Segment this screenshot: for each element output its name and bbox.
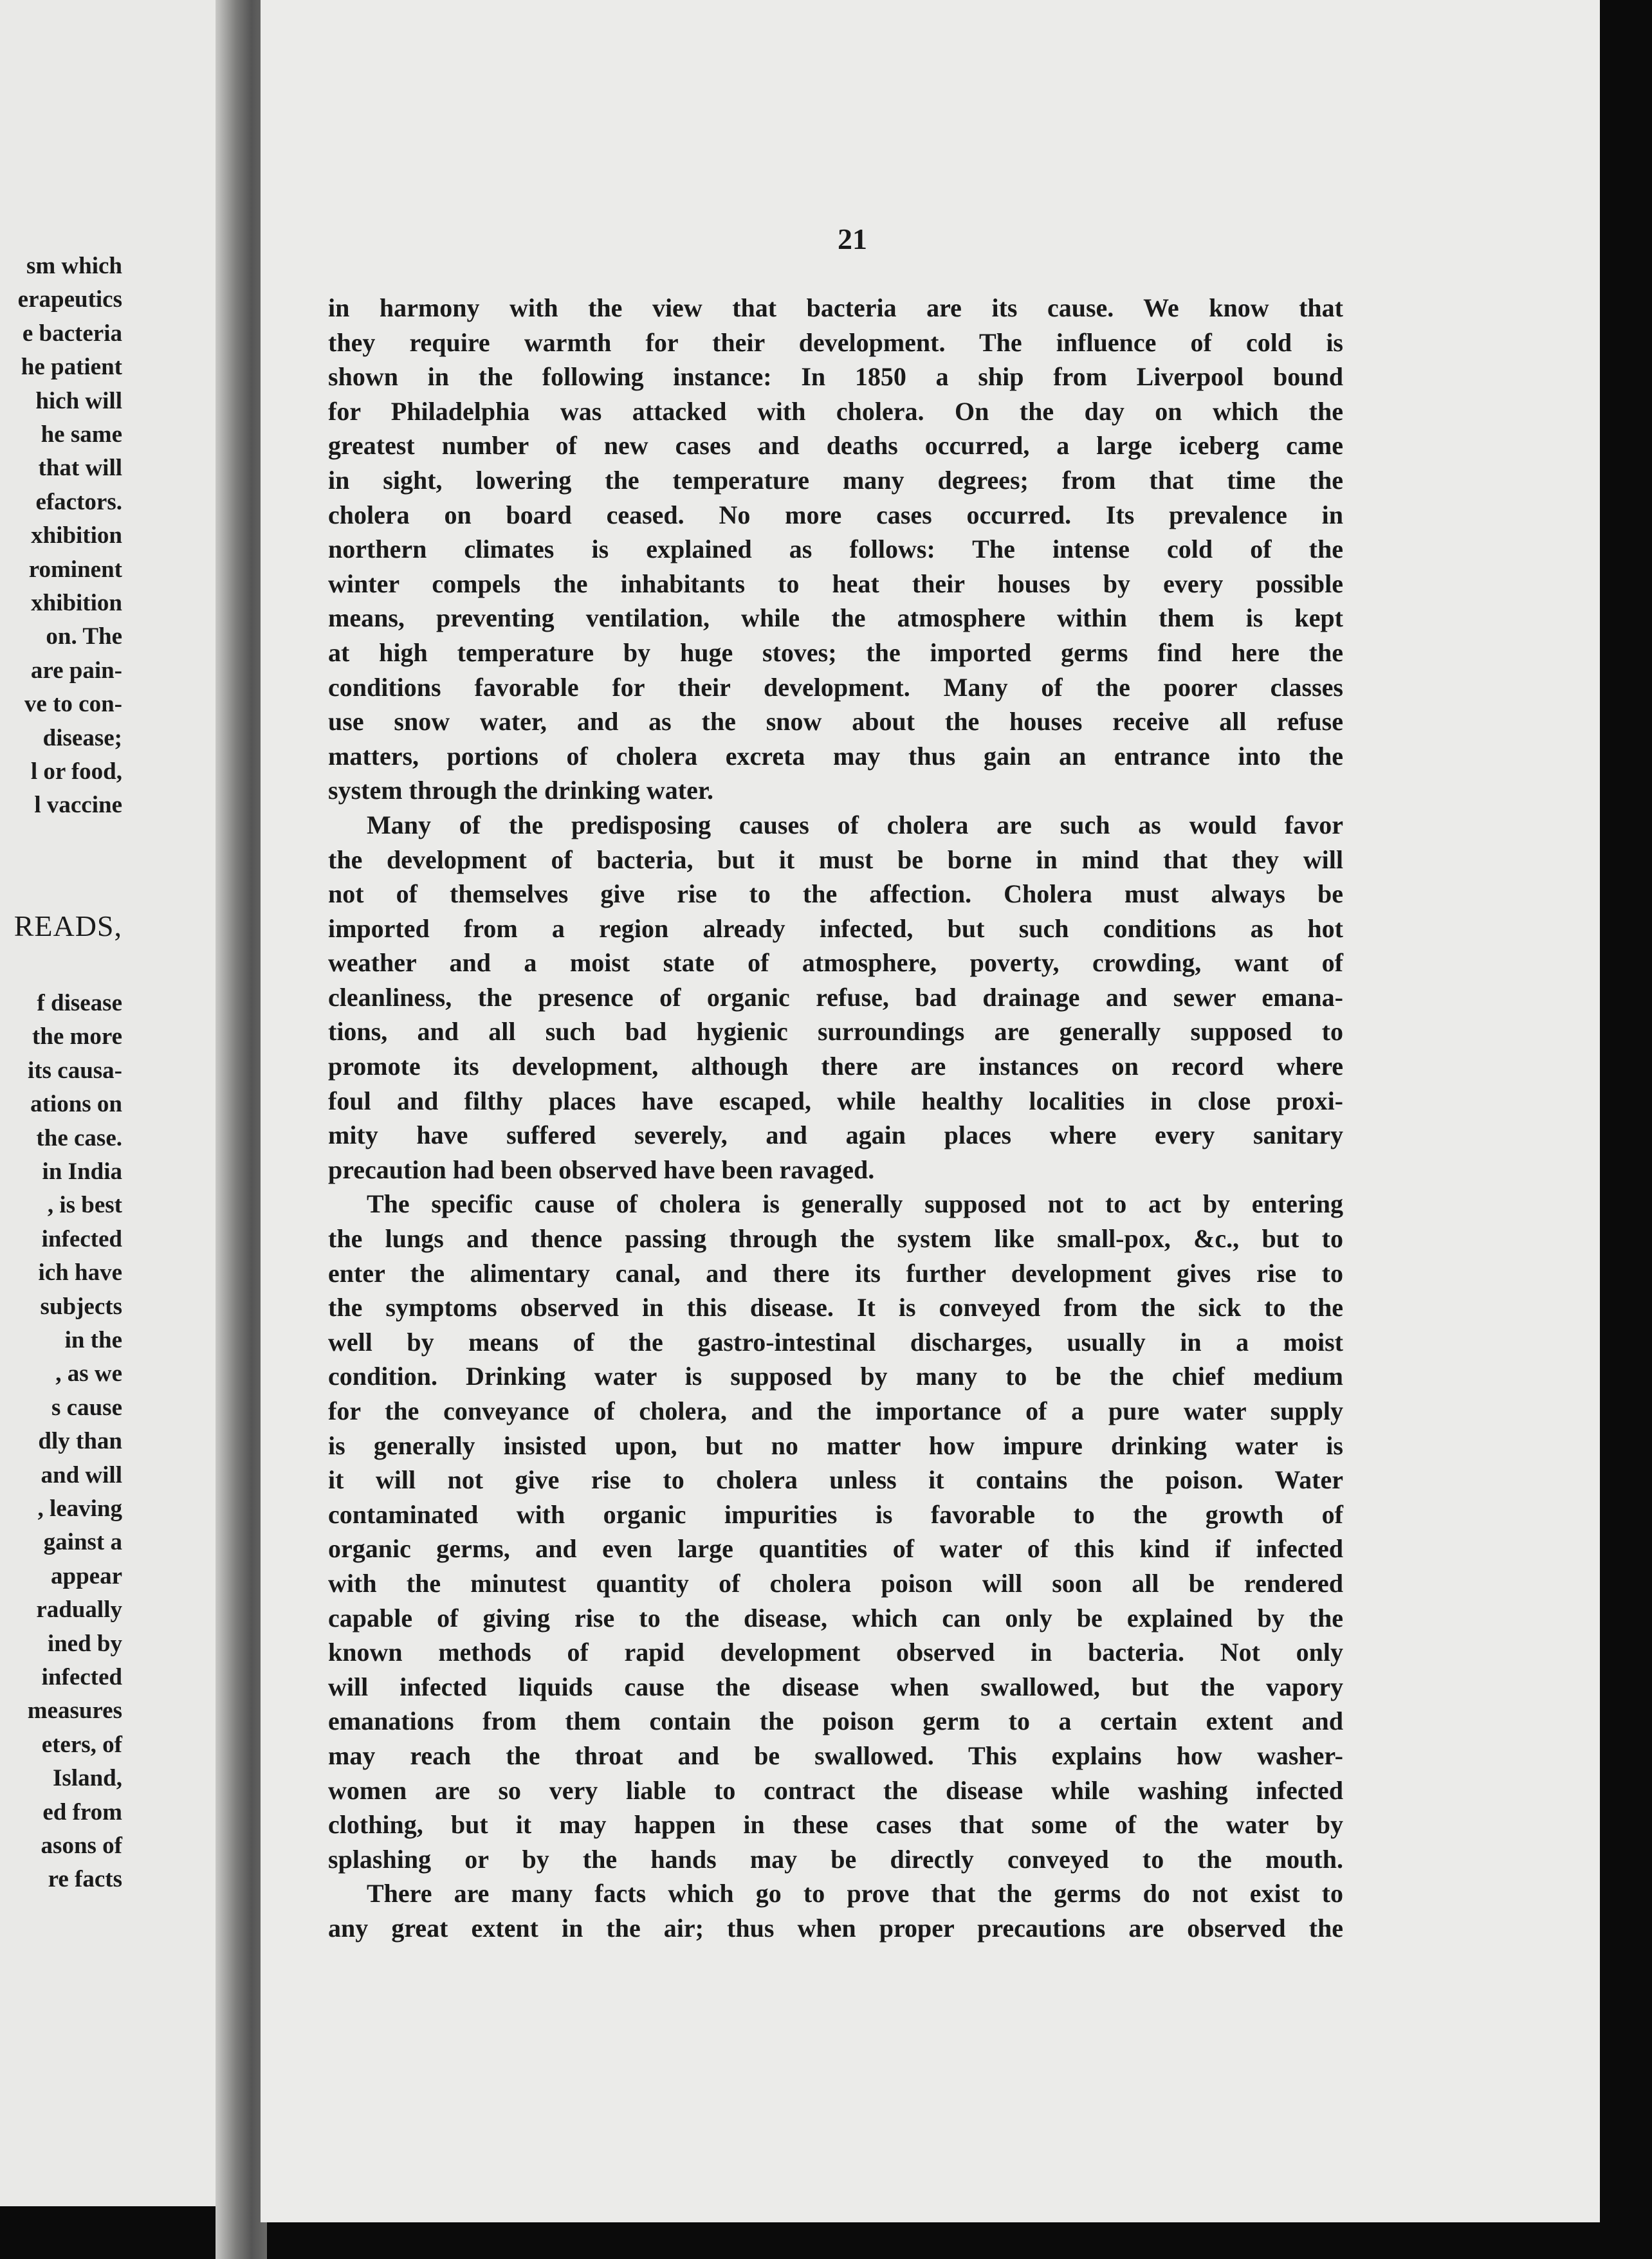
- text-line: is generally insisted upon, but no matter how impure drinking water is: [328, 1431, 1343, 1460]
- facing-page-line: eters, of: [41, 1731, 122, 1758]
- text-line: not of themselves give rise to the affection. Cholera must always be: [328, 879, 1343, 909]
- text-line: use snow water, and as the snow about the houses receive all refuse: [328, 707, 1343, 736]
- text-line: in harmony with the view that bacteria are its cause. We know that: [328, 293, 1343, 322]
- text-line: splashing or by the hands may be directly conveyed to the mouth.: [328, 1844, 1343, 1874]
- facing-page-line: , as we: [55, 1360, 122, 1387]
- facing-page-line: ich have: [38, 1259, 122, 1286]
- text-line: at high temperature by huge stoves; the imported germs find here the: [328, 637, 1343, 667]
- facing-page-line: asons of: [41, 1833, 122, 1859]
- facing-page-line: , is best: [47, 1192, 122, 1219]
- text-line: will infected liquids cause the disease when swallowed, but the vapory: [328, 1672, 1343, 1701]
- page-number: 21: [838, 223, 867, 255]
- facing-page-line: s cause: [51, 1394, 122, 1421]
- facing-page-line: appear: [51, 1562, 122, 1589]
- facing-page-line: that will: [38, 455, 122, 482]
- facing-page-line: xhibition: [31, 590, 122, 616]
- text-line: the lungs and thence passing through the system like small-pox, &c., but to: [328, 1224, 1343, 1254]
- facing-page-line: ations on: [30, 1091, 122, 1118]
- text-line: shown in the following instance: In 1850 a ship from Liverpool bound: [328, 362, 1343, 392]
- text-line: northern climates is explained as follows: The intense cold of the: [328, 535, 1343, 564]
- facing-page-line: infected: [41, 1664, 122, 1690]
- text-line: winter compels the inhabitants to heat their houses by every possible: [328, 569, 1343, 598]
- text-line: greatest number of new cases and deaths occurred, a large iceberg came: [328, 431, 1343, 461]
- book-gutter: [216, 0, 267, 2259]
- facing-page-line: efactors.: [35, 488, 122, 515]
- facing-page-line: dly than: [38, 1428, 122, 1455]
- text-line: matters, portions of cholera excreta may thus gain an entrance into the: [328, 741, 1343, 771]
- text-line: they require warmth for their development. The influence of cold is: [328, 327, 1343, 357]
- facing-page-line: infected: [41, 1225, 122, 1252]
- facing-page-line: , leaving: [37, 1495, 122, 1522]
- text-line: mity have suffered severely, and again places where every sanitary: [328, 1120, 1343, 1150]
- text-line: cholera on board ceased. No more cases occurred. Its prevalence in: [328, 500, 1343, 529]
- text-line: with the minutest quantity of cholera poison will soon all be rendered: [328, 1568, 1343, 1598]
- facing-page-line: e bacteria: [22, 320, 122, 347]
- text-line: capable of giving rise to the disease, which can only be explained by the: [328, 1603, 1343, 1633]
- text-line: cleanliness, the presence of organic refuse, bad drainage and sewer emana-: [328, 982, 1343, 1012]
- text-line: Many of the predisposing causes of cholera are such as would favor: [367, 810, 1343, 839]
- text-line: conditions favorable for their development. Many of the poorer classes: [328, 672, 1343, 702]
- facing-page-line: ve to con-: [24, 691, 122, 718]
- facing-page-line: sm which: [26, 253, 122, 279]
- facing-page-line: measures: [27, 1697, 122, 1724]
- facing-page-line: l or food,: [30, 758, 122, 785]
- text-line: system through the drinking water.: [328, 776, 713, 805]
- text-line: condition. Drinking water is supposed by many to be the chief medium: [328, 1362, 1343, 1391]
- text-line: precaution had been observed have been ravaged.: [328, 1155, 875, 1184]
- facing-page-line: gainst a: [43, 1529, 122, 1556]
- text-line: contaminated with organic impurities is favorable to the growth of: [328, 1499, 1343, 1529]
- text-line: women are so very liable to contract the disease while washing infected: [328, 1775, 1343, 1805]
- text-line: any great extent in the air; thus when proper precautions are observed the: [328, 1913, 1343, 1943]
- text-line: enter the alimentary canal, and there its further development gives rise to: [328, 1258, 1343, 1288]
- facing-page-heading: READS,: [14, 910, 122, 942]
- facing-page-line: on. The: [46, 623, 122, 650]
- text-line: emanations from them contain the poison germ to a certain extent and: [328, 1706, 1343, 1736]
- facing-page-line: in the: [64, 1327, 122, 1353]
- facing-page-line: and will: [41, 1461, 122, 1488]
- text-line: the development of bacteria, but it must be borne in mind that they will: [328, 845, 1343, 874]
- facing-page-line: xhibition: [31, 522, 122, 549]
- text-line: There are many facts which go to prove that the germs do not exist to: [367, 1879, 1343, 1908]
- facing-page-line: ined by: [47, 1630, 122, 1657]
- facing-page-line: are pain-: [30, 657, 122, 684]
- facing-page-line: he patient: [21, 354, 122, 381]
- facing-page-line: Island,: [53, 1765, 122, 1792]
- text-line: organic germs, and even large quantities of water of this kind if infected: [328, 1534, 1343, 1564]
- text-line: clothing, but it may happen in these cases that some of the water by: [328, 1810, 1343, 1840]
- facing-page-line: the case.: [36, 1124, 122, 1151]
- facing-page-line: its causa-: [28, 1057, 122, 1084]
- facing-page-line: subjects: [40, 1293, 122, 1320]
- text-line: imported from a region already infected, but such conditions as hot: [328, 913, 1343, 943]
- body-text: [328, 291, 1343, 1946]
- text-line: it will not give rise to cholera unless it contains the poison. Water: [328, 1465, 1343, 1495]
- facing-page-line: erapeutics: [17, 286, 122, 313]
- facing-page-line: re facts: [48, 1866, 122, 1893]
- text-line: foul and filthy places have escaped, while healthy localities in close proxi-: [328, 1086, 1343, 1115]
- facing-page-line: hich will: [35, 387, 122, 414]
- text-line: for Philadelphia was attacked with cholera. On the day on which the: [328, 396, 1343, 426]
- page: [261, 0, 1600, 2222]
- facing-page-line: radually: [36, 1596, 122, 1623]
- text-line: for the conveyance of cholera, and the importance of a pure water supply: [328, 1396, 1343, 1425]
- facing-page-line: f disease: [37, 990, 122, 1016]
- facing-page-line: rominent: [28, 556, 122, 583]
- facing-page-line: the more: [32, 1023, 122, 1050]
- facing-page: [0, 0, 228, 2206]
- facing-page-line: disease;: [42, 724, 122, 751]
- text-line: the symptoms observed in this disease. It is conveyed from the sick to the: [328, 1293, 1343, 1322]
- text-line: The specific cause of cholera is generally supposed not to act by entering: [367, 1189, 1343, 1219]
- facing-page-line: in India: [42, 1158, 122, 1185]
- facing-page-line: ed from: [42, 1798, 122, 1825]
- text-line: known methods of rapid development observed in bacteria. Not only: [328, 1638, 1343, 1667]
- text-line: may reach the throat and be swallowed. This explains how washer-: [328, 1741, 1343, 1770]
- text-line: promote its development, although there are instances on record where: [328, 1052, 1343, 1081]
- text-line: well by means of the gastro-intestinal discharges, usually in a moist: [328, 1327, 1343, 1357]
- text-line: tions, and all such bad hygienic surroundings are generally supposed to: [328, 1017, 1343, 1047]
- text-line: means, preventing ventilation, while the atmosphere within them is kept: [328, 603, 1343, 633]
- facing-page-line: l vaccine: [34, 792, 122, 819]
- facing-page-line: he same: [41, 421, 122, 448]
- text-line: in sight, lowering the temperature many degrees; from that time the: [328, 465, 1343, 495]
- text-line: weather and a moist state of atmosphere, poverty, crowding, want of: [328, 948, 1343, 978]
